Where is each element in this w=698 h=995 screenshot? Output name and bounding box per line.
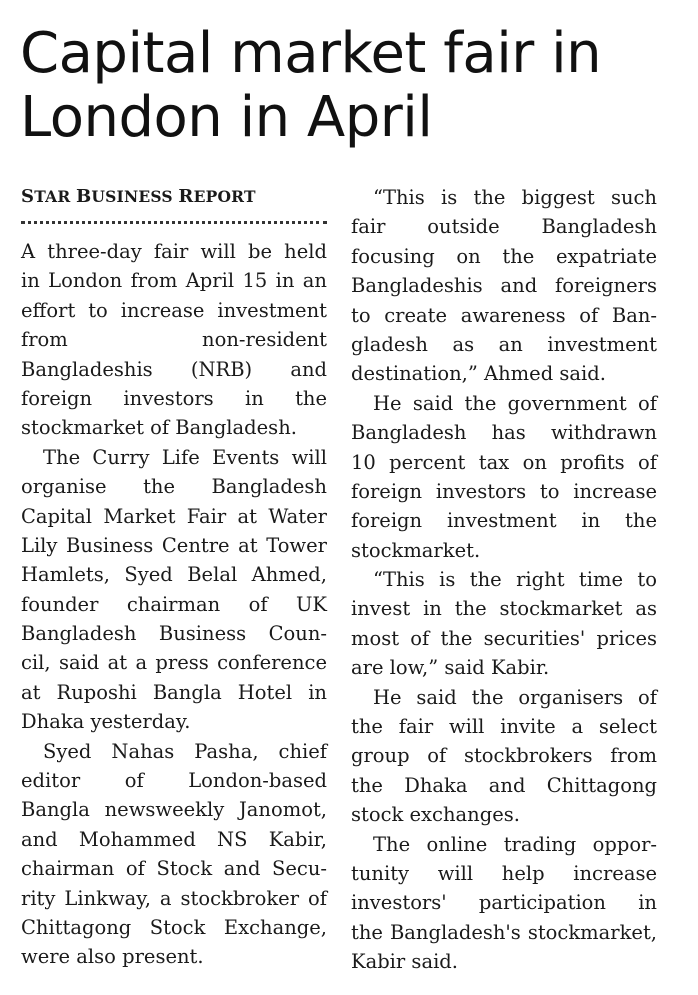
text-line: invest in the stockmarket as xyxy=(351,597,657,621)
text-line: foreign investment in the xyxy=(351,509,657,533)
text-line: fair outside Bangladesh xyxy=(351,215,657,239)
right-column-body xyxy=(351,183,657,977)
text-line: the fair will invite a select xyxy=(351,715,657,739)
byline: STAR BUSINESS REPORT xyxy=(21,186,256,207)
headline-line-2: London in April xyxy=(20,85,433,150)
paragraph xyxy=(351,683,657,830)
text-line: Bangladeshis (NRB) and xyxy=(21,357,327,381)
text-line: Bangladesh has withdrawn xyxy=(351,421,657,445)
text-line: gladesh as an investment xyxy=(351,332,657,356)
text-line: the Bangladesh's stockmarket, xyxy=(351,920,657,944)
text-line: to create awareness of Ban- xyxy=(351,303,657,327)
text-line: from non-resident xyxy=(21,328,327,352)
text-line: Bangla newsweekly Janomot, xyxy=(21,798,327,822)
paragraph xyxy=(351,565,657,683)
headline-line-1: Capital market fair in xyxy=(20,21,602,86)
text-line: Kabir said. xyxy=(351,950,458,974)
headline xyxy=(20,22,680,150)
paragraph xyxy=(351,830,657,977)
text-line: focusing on the expatriate xyxy=(351,244,657,268)
text-line: He said the organisers of xyxy=(373,685,657,709)
text-line: Bangladeshis and foreigners xyxy=(351,274,657,298)
text-line: in London from April 15 in an xyxy=(21,269,327,293)
text-line: founder chairman of UK xyxy=(21,592,327,616)
left-column-body xyxy=(21,237,327,972)
text-line: A three-day fair will be held xyxy=(21,240,327,263)
article-column-left xyxy=(21,183,327,972)
text-line: most of the securities' prices xyxy=(351,626,657,650)
text-line: Bangladesh Business Coun- xyxy=(21,622,327,646)
paragraph xyxy=(21,737,327,972)
text-line: destination,” Ahmed said. xyxy=(351,362,606,386)
text-line: 10 percent tax on profits of xyxy=(351,450,657,474)
text-line: were also present. xyxy=(21,945,204,969)
text-line: are low,” said Kabir. xyxy=(351,656,550,680)
text-line: stock exchanges. xyxy=(351,803,520,827)
text-line: He said the government of xyxy=(373,391,657,415)
text-line: foreign investors in the xyxy=(21,386,327,410)
text-line: at Ruposhi Bangla Hotel in xyxy=(21,680,327,704)
text-line: Hamlets, Syed Belal Ahmed, xyxy=(21,563,327,587)
text-line: the Dhaka and Chittagong xyxy=(351,773,657,797)
text-line: editor of London-based xyxy=(21,769,327,793)
paragraph xyxy=(21,237,327,443)
text-line: The Curry Life Events will xyxy=(43,445,327,469)
text-line: rity Linkway, a stockbroker of xyxy=(21,886,327,910)
text-line: foreign investors to increase xyxy=(351,479,657,503)
text-line: effort to increase investment xyxy=(21,298,327,322)
text-line: Capital Market Fair at Water xyxy=(21,504,327,528)
paragraph xyxy=(351,183,657,389)
text-line: “This is the right time to xyxy=(373,568,657,592)
text-line: stockmarket of Bangladesh. xyxy=(21,416,297,440)
dotted-divider xyxy=(21,218,327,224)
text-line: chairman of Stock and Secu- xyxy=(21,857,327,881)
article-column-right xyxy=(351,183,657,977)
text-line: and Mohammed NS Kabir, xyxy=(21,827,327,851)
text-line: Syed Nahas Pasha, chief xyxy=(43,739,327,763)
text-line: tunity will help increase xyxy=(351,861,657,885)
text-line: cil, said at a press conference xyxy=(21,651,327,675)
text-line: Dhaka yesterday. xyxy=(21,710,191,734)
text-line: stockmarket. xyxy=(351,538,481,562)
paragraph xyxy=(21,443,327,737)
text-line: “This is the biggest such xyxy=(373,186,657,209)
text-line: Chittagong Stock Exchange, xyxy=(21,915,327,939)
text-line: group of stockbrokers from xyxy=(351,744,657,768)
text-line: Lily Business Centre at Tower xyxy=(21,533,327,557)
text-line: investors' participation in xyxy=(351,891,657,915)
text-line: organise the Bangladesh xyxy=(21,475,327,499)
text-line: The online trading oppor- xyxy=(373,832,657,856)
paragraph xyxy=(351,389,657,565)
